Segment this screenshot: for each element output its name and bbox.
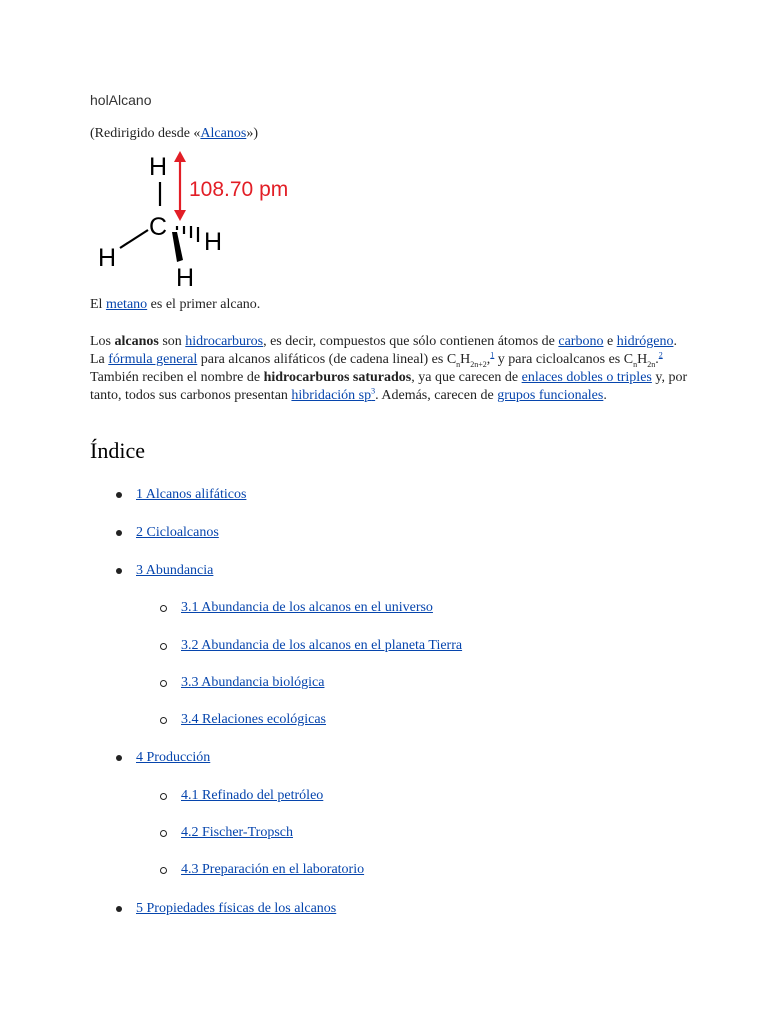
- intro-text: y, por tanto, todos sus carbonos presentan: [90, 370, 688, 403]
- intro-text: , es decir, compuestos que sólo contienen átomos de: [263, 334, 559, 349]
- subscript: n: [633, 359, 638, 369]
- subscript: 2n+2: [470, 359, 487, 369]
- intro-text: son: [158, 334, 186, 349]
- atom-h-right: H: [204, 228, 223, 256]
- circle-marker: [160, 867, 167, 874]
- superscript: 3: [371, 386, 376, 396]
- formula-general-link[interactable]: fórmula general: [108, 352, 198, 367]
- toc-link-3-4[interactable]: 3.4 Relaciones ecológicas: [181, 712, 327, 727]
- atom-c: C: [149, 213, 168, 241]
- intro-text: .: [655, 352, 659, 367]
- grupos-funcionales-link[interactable]: grupos funcionales: [497, 388, 604, 403]
- toc-link-4-1[interactable]: 4.1 Refinado del petróleo: [181, 788, 324, 803]
- intro-text: . Además, carecen de: [375, 388, 498, 403]
- reference-1-link[interactable]: 1: [490, 350, 495, 360]
- intro-text: H: [637, 352, 648, 367]
- circle-marker: [160, 717, 167, 724]
- intro-text: También reciben el nombre de: [90, 370, 264, 385]
- toc-link-4-2[interactable]: 4.2 Fischer-Tropsch: [181, 825, 293, 840]
- metano-link[interactable]: metano: [105, 297, 148, 312]
- hibridacion-text: hibridación sp: [291, 388, 372, 403]
- toc-link-1[interactable]: 1 Alcanos alifáticos: [136, 487, 247, 502]
- document-title: holAlcano: [90, 92, 152, 108]
- toc-link-5[interactable]: 5 Propiedades físicas de los alcanos: [136, 901, 337, 916]
- toc-link-4-3[interactable]: 4.3 Preparación en el laboratorio: [181, 862, 365, 877]
- intro-text: y para cicloalcanos es C: [494, 352, 634, 367]
- toc-link-3-3[interactable]: 3.3 Abundancia biológica: [181, 675, 325, 690]
- term-alcanos: alcanos: [114, 334, 159, 349]
- intro-text: e: [603, 334, 617, 349]
- intro-text: H: [460, 352, 471, 367]
- hidrocarburos-link[interactable]: hidrocarburos: [185, 334, 264, 349]
- toc-link-4[interactable]: 4 Producción: [136, 750, 211, 765]
- bullet-marker: [116, 568, 122, 574]
- circle-marker: [160, 643, 167, 650]
- circle-marker: [160, 793, 167, 800]
- intro-text: , ya que carecen de: [411, 370, 522, 385]
- bullet-marker: [116, 492, 122, 498]
- reference-2-link[interactable]: 2: [658, 350, 663, 360]
- bullet-marker: [116, 906, 122, 912]
- intro-text: Los: [90, 334, 115, 349]
- toc-link-2[interactable]: 2 Cicloalcanos: [136, 525, 219, 540]
- bullet-marker: [116, 530, 122, 536]
- circle-marker: [160, 680, 167, 687]
- index-heading: Índice: [90, 438, 145, 463]
- toc-link-3-1[interactable]: 3.1 Abundancia de los alcanos en el universo: [181, 600, 433, 615]
- alcanos-redirect-link[interactable]: Alcanos: [200, 126, 247, 141]
- circle-marker: [160, 605, 167, 612]
- bond-length-label: 108.70 pm: [189, 178, 289, 201]
- circle-marker: [160, 830, 167, 837]
- toc-link-3[interactable]: 3 Abundancia: [136, 563, 214, 578]
- subscript: n: [456, 359, 461, 369]
- bullet-marker: [116, 755, 122, 761]
- atom-h-left: H: [98, 244, 117, 272]
- intro-text: ,: [486, 352, 491, 367]
- term-hidrocarburos-saturados: hidrocarburos saturados: [263, 370, 412, 385]
- redirect-suffix: »): [246, 126, 258, 141]
- intro-text: para alcanos alifáticos (de cadena lineal) es C: [197, 352, 457, 367]
- atom-h-bottom: H: [176, 264, 195, 290]
- atom-h-top: H: [149, 153, 168, 181]
- intro-text: . La: [90, 334, 677, 367]
- caption-post: es el primer alcano.: [147, 297, 261, 312]
- caption-pre: El: [90, 297, 106, 312]
- carbono-link[interactable]: carbono: [558, 334, 604, 349]
- subscript: 2n: [647, 359, 656, 369]
- intro-text: .: [603, 388, 607, 403]
- enlaces-dobles-link[interactable]: enlaces dobles o triples: [521, 370, 652, 385]
- redirect-prefix: (Redirigido desde «: [90, 126, 201, 141]
- toc-link-3-2[interactable]: 3.2 Abundancia de los alcanos en el planeta Tierra: [181, 638, 463, 653]
- hidrogeno-link[interactable]: hidrógeno: [616, 334, 674, 349]
